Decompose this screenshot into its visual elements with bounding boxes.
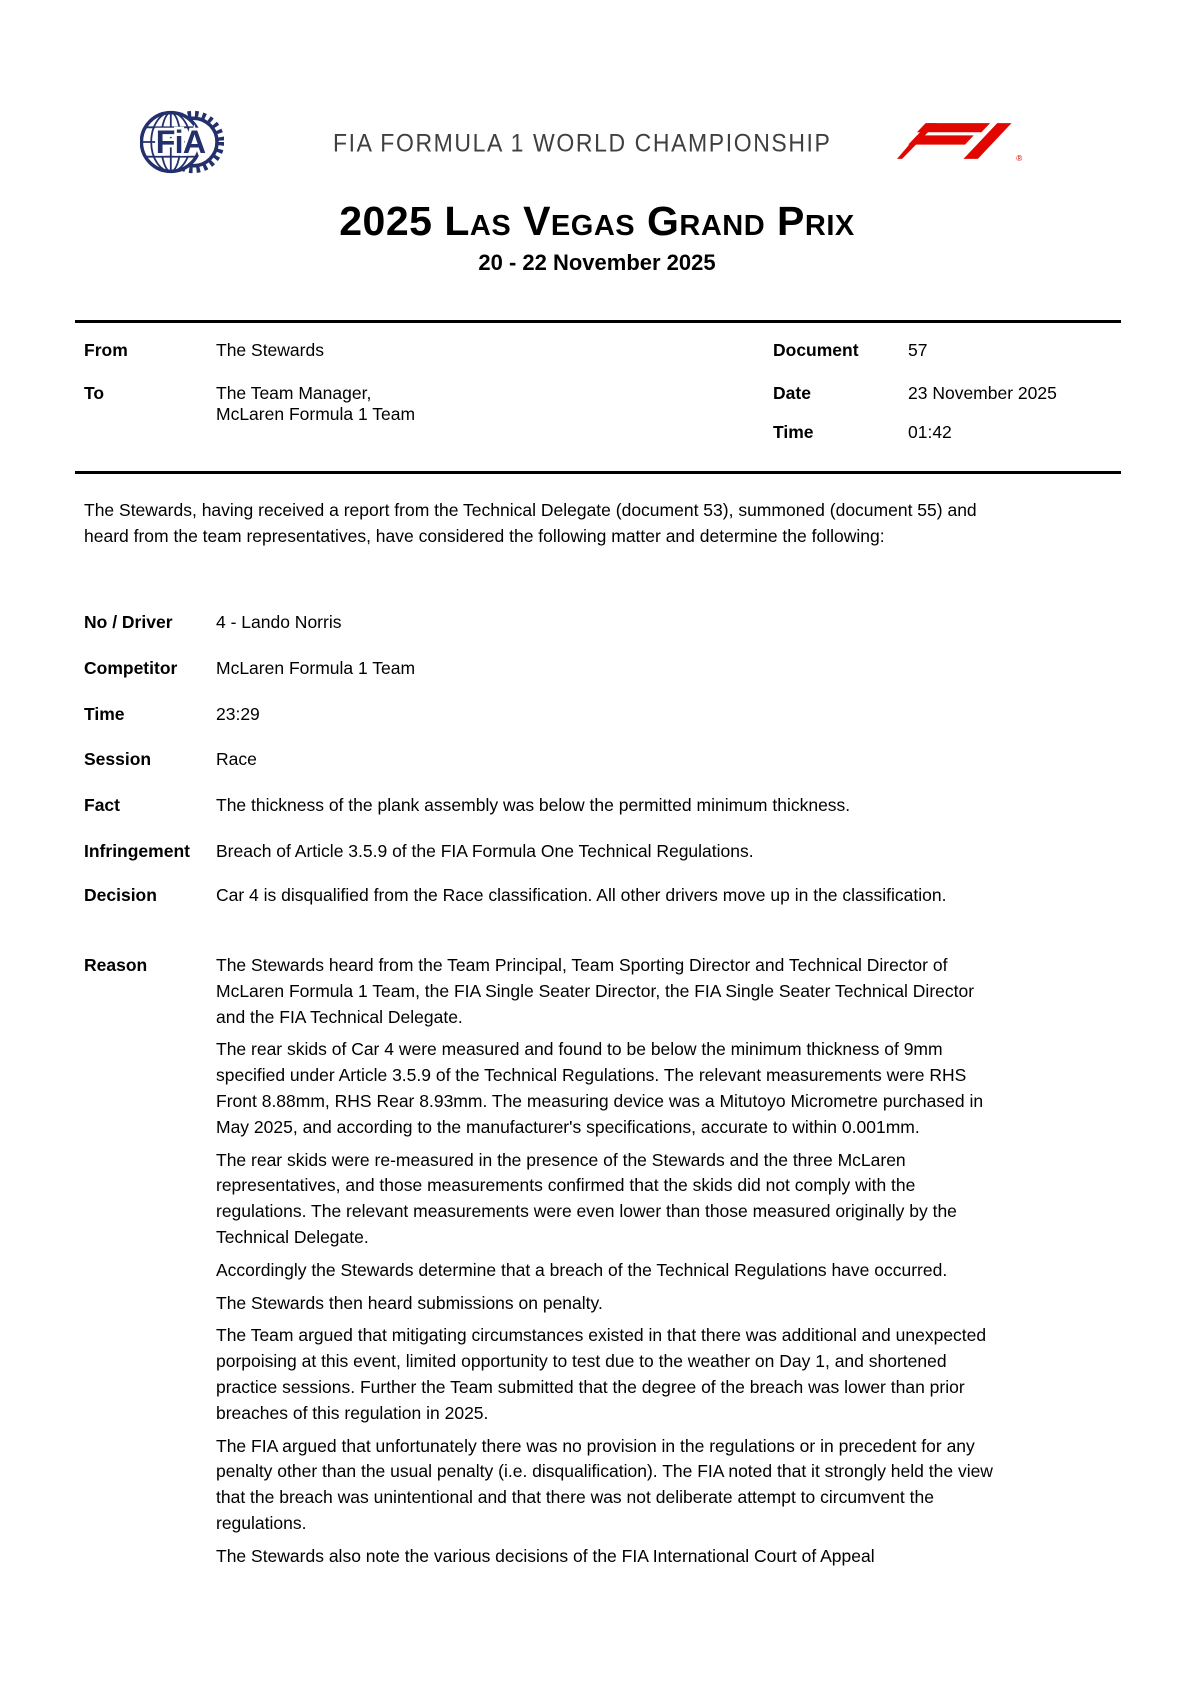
field-label-competitor: Competitor — [84, 658, 178, 678]
field-value-competitor: McLaren Formula 1 Team — [216, 658, 416, 678]
fia-logo-text: FiA — [155, 124, 206, 161]
reason-paragraph-4: Accordingly the Stewards determine that a breach of the Technical Regulations have occurred. — [216, 1259, 948, 1280]
field-value-time: 23:29 — [216, 704, 260, 724]
field-label-no-driver: No / Driver — [84, 612, 173, 632]
to-label: To — [84, 383, 105, 403]
to-value-line1: The Team Manager, — [216, 383, 372, 403]
from-value: The Stewards — [216, 340, 324, 360]
f1-logo-icon — [897, 120, 1030, 163]
reason-paragraph-3: The rear skids were re-measured in the presence of the Stewards and the three McLaren representatives, and those measurements confirmed that the skids did not comply with the regulations. The relevant measurements were even lower than those measured originally by the Technical Delegate. — [216, 1149, 957, 1247]
field-value-session: Race — [216, 749, 257, 769]
field-value-infringement: Breach of Article 3.5.9 of the FIA Formula One Technical Regulations. — [216, 841, 754, 861]
to-value — [216, 383, 415, 425]
divider-bottom — [75, 471, 1121, 474]
reason-paragraph-1: The Stewards heard from the Team Principal, Team Sporting Director and Technical Director of McLaren Formula 1 Team, the FIA Single Seater Director, the FIA Single Seater Technical Director and the FIA Technical Delegate. — [216, 955, 975, 1027]
reason-paragraph-5: The Stewards then heard submissions on penalty. — [216, 1292, 603, 1313]
field-label-decision: Decision — [84, 885, 157, 905]
date-value: 23 November 2025 — [908, 383, 1057, 403]
reason-paragraph-7: The FIA argued that unfortunately there was no provision in the regulations or in precedent for any penalty other than the usual penalty (i.e. disqualification). The FIA noted that it strongly held the view that the breach was unintentional and that there was not deliberate attempt to circumvent the regulations. — [216, 1435, 993, 1533]
reason-paragraph-2: The rear skids of Car 4 were measured and found to be below the minimum thickness of 9mm specified under Article 3.5.9 of the Technical Regulations. The relevant measurements were RHS Front 8.88mm, RHS Rear 8.93mm. The measuring device was a Mitutoyo Micrometre purchased in May 2025, and according to the manufacturer's specifications, accurate to within 0.001mm. — [216, 1039, 984, 1137]
event-dates: 20 - 22 November 2025 — [478, 250, 716, 275]
fia-logo-icon — [140, 107, 224, 177]
field-label-fact: Fact — [84, 795, 120, 815]
event-title: 2025 Las Vegas Grand Prix — [339, 198, 855, 244]
field-label-reason: Reason — [84, 955, 148, 975]
document-label: Document — [773, 340, 859, 360]
from-label: From — [84, 340, 128, 360]
reason-paragraphs — [216, 953, 1008, 1577]
field-label-infringement: Infringement — [84, 841, 190, 861]
reason-paragraph-6: The Team argued that mitigating circumstances existed in that there was additional and unexpected porpoising at this event, limited opportunity to test due to the weather on Day 1, and shortened practice sessions. Further the Team submitted that the degree of the breach was lower than prior breaches of this regulation in 2025. — [216, 1325, 987, 1423]
field-label-time: Time — [84, 704, 125, 724]
date-label: Date — [773, 383, 811, 403]
field-value-fact: The thickness of the plank assembly was below the permitted minimum thickness. — [216, 795, 851, 815]
reason-paragraph-8: The Stewards also note the various decisions of the FIA International Court of Appeal — [216, 1545, 875, 1566]
document-value: 57 — [908, 340, 928, 360]
time-label: Time — [773, 422, 814, 442]
field-value-no-driver: 4 - Lando Norris — [216, 612, 342, 632]
divider-top — [75, 320, 1121, 323]
intro-paragraph: The Stewards, having received a report from the Technical Delegate (document 53), summoned (document 55) and heard from the team representatives, have considered the following matter and determine the following: — [84, 500, 977, 546]
time-value: 01:42 — [908, 422, 952, 442]
field-value-decision: Car 4 is disqualified from the Race classification. All other drivers move up in the classification. — [216, 885, 947, 905]
championship-heading: FIA FORMULA 1 WORLD CHAMPIONSHIP — [333, 129, 832, 158]
f1-registered-mark: ® — [1016, 153, 1023, 163]
to-value-line2: McLaren Formula 1 Team — [216, 404, 416, 424]
field-label-session: Session — [84, 749, 152, 769]
